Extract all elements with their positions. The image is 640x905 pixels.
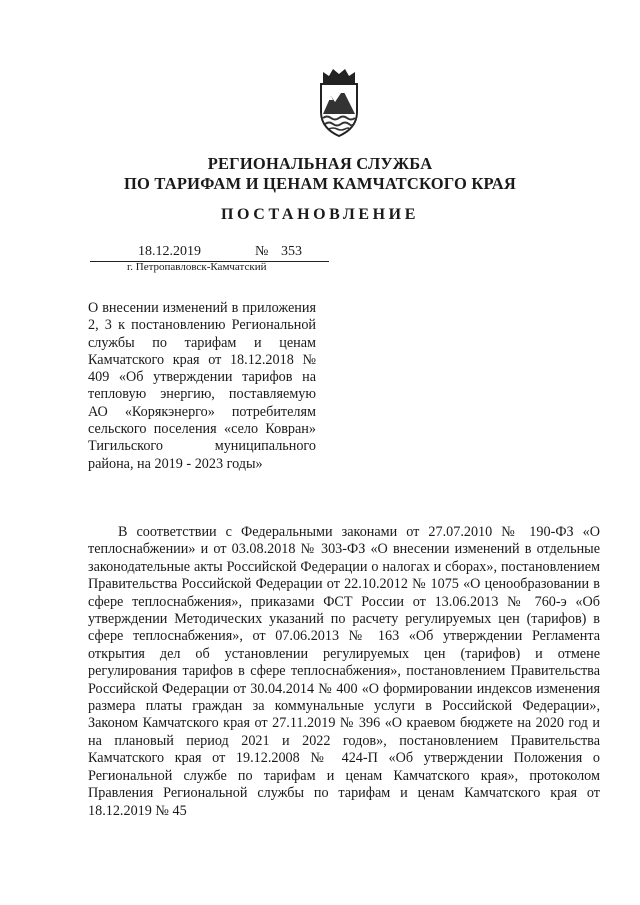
- document-body-paragraph: В соответствии с Федеральными законами от 27.07.2010 № 190-ФЗ «О теплоснабжении» и от 03.08.2018 № 303-ФЗ «О внесении изменений в отдельные законодательные акты Российской Федерации о налогах и сборах», постановлением Правительства Российской Федерации от 22.10.2012 № 1075 «О ценообразовании в сфере теплоснабжения», приказами ФСТ России от 13.06.2013 № 760-э «Об утверждении Методических указаний по расчету регулируемых цен (тарифов) в сфере теплоснабжения», от 07.06.2013 № 163 «Об утверждении Регламента открытия дел об установлении регулируемых цен (тарифов) и отмене регулирования тарифов в сфере теплоснабжения», постановлением Правительства Российской Федерации от 30.04.2014 № 400 «О формировании индексов изменения размера платы граждан за коммунальные услуги в Российской Федерации», Законом Камчатского края от 27.11.2019 № 396 «О краевом бюджете на 2020 год и на плановый период 2021 и 2022 годов», постановлением Правительства Камчатского края от 19.12.2008 № 424-П «Об утверждении Положения о Региональной службе по тарифам и ценам Камчатского края», протоколом Правления Региональной службы по тарифам и ценам Камчатского края от 18.12.2019 № 45: [88, 524, 600, 819]
- agency-name-line1: РЕГИОНАЛЬНАЯ СЛУЖБА: [207, 154, 433, 173]
- agency-name-line2: ПО ТАРИФАМ И ЦЕНАМ КАМЧАТСКОГО КРАЯ: [124, 174, 516, 193]
- document-type-title: ПОСТАНОВЛЕНИЕ: [221, 206, 419, 223]
- document-date: 18.12.2019: [138, 244, 201, 259]
- document-subject: О внесении изменений в приложения 2, 3 к постановлению Региональной службы по тарифам и ценам Камчатского края от 18.12.2018 № 409 «Об утверждении тарифов на тепловую энергию, поставляемую АО «Корякэнерго» потребителям сельского поселения «село Ковран» Тигильского муниципального района, на 2019 - 2023 годы»: [88, 300, 316, 472]
- kamchatka-coat-of-arms-icon: [315, 66, 363, 138]
- document-number: 353: [281, 244, 302, 259]
- city-label: г. Петропавловск-Камчатский: [127, 261, 267, 273]
- number-sign: №: [255, 244, 269, 259]
